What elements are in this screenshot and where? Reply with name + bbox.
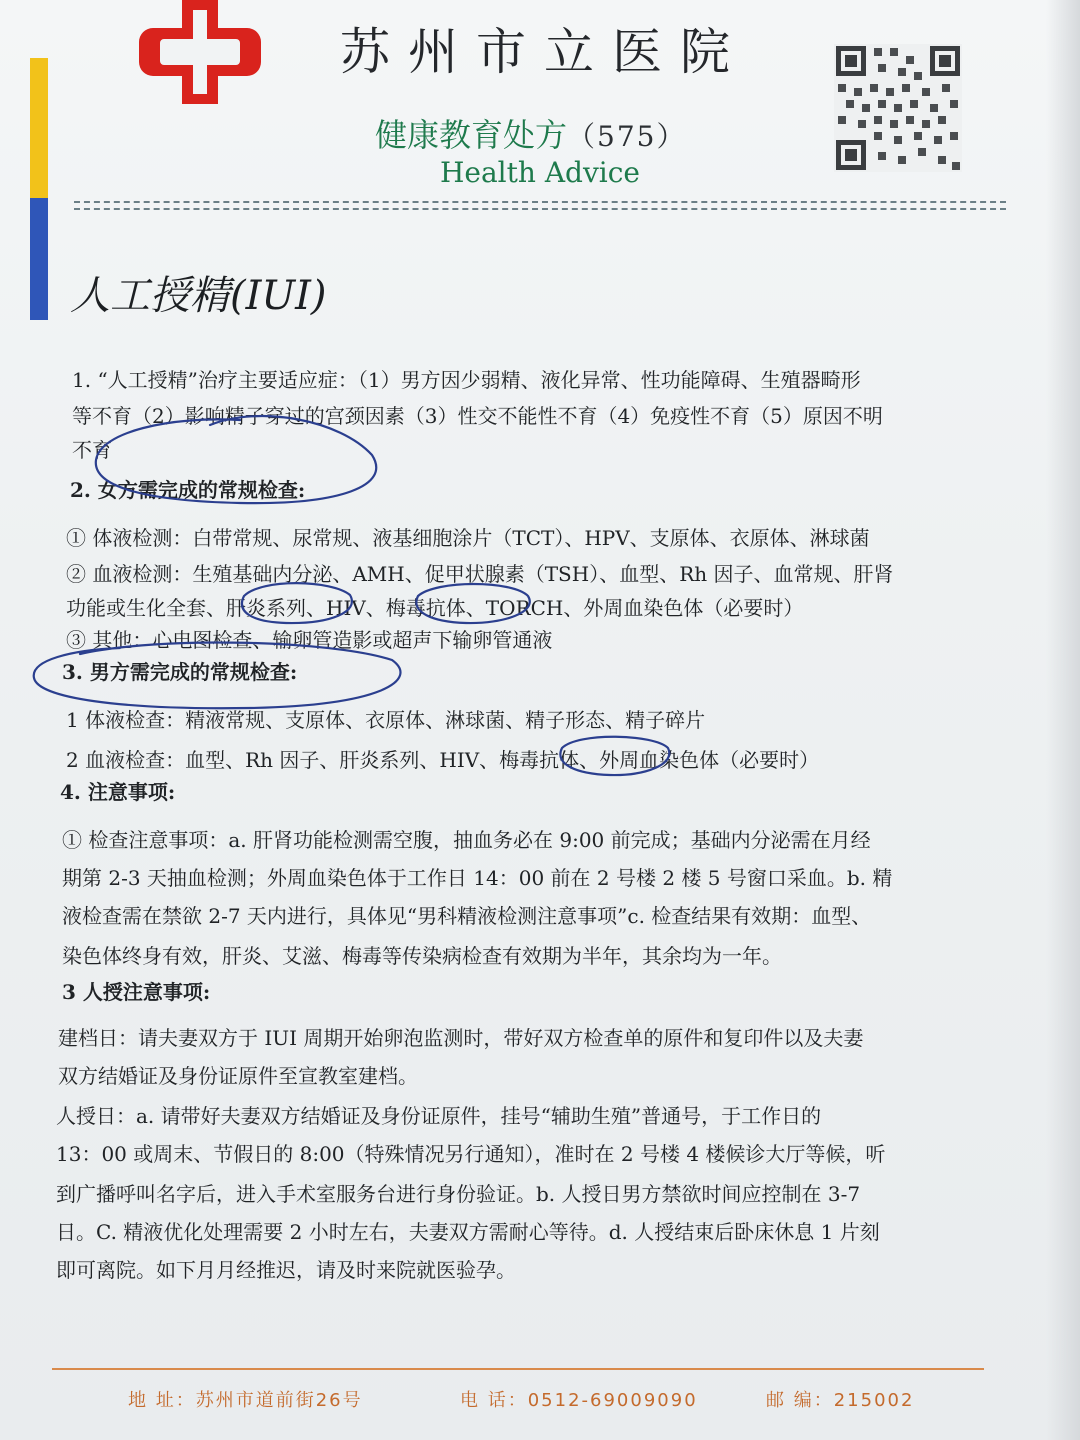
male-exam-line: 2 血液检查：血型、Rh 因子、肝炎系列、HIV、梅毒抗体、外周血染色体（必要时）	[66, 748, 820, 772]
male-exam-line: 1 体液检查：精液常规、支原体、衣原体、淋球菌、精子形态、精子碎片	[66, 708, 706, 732]
prescription-number: （575）	[567, 120, 687, 153]
indication-line: 不育	[72, 438, 112, 462]
iui-notes-heading: 3 人授注意事项:	[62, 980, 211, 1004]
iui-notes-line: 到广播呼叫名字后，进入手术室服务台进行身份验证。b. 人授日男方禁欲时间应控制在 3-7	[56, 1182, 861, 1206]
footer-phone: 电 话：0512-69009090	[460, 1390, 698, 1411]
footer-divider	[52, 1368, 984, 1370]
female-exam-line: ① 体液检测：白带常规、尿常规、液基细胞涂片（TCT）、HPV、支原体、衣原体、淋球菌	[66, 526, 870, 550]
notes-heading: 4. 注意事项:	[60, 780, 176, 804]
hospital-name: 苏州市立医院	[340, 23, 748, 81]
iui-notes-line: 13：00 或周末、节假日的 8:00（特殊情况另行通知），准时在 2 号楼 4 楼候诊大厅等候，听	[56, 1142, 886, 1166]
notes-line: 染色体终身有效，肝炎、艾滋、梅毒等传染病检查有效期为半年，其余均为一年。	[62, 944, 782, 968]
female-exam-line: ② 血液检测：生殖基础内分泌、AMH、促甲状腺素（TSH）、血型、Rh 因子、血常规、肝肾	[66, 562, 894, 586]
document-title: 人工授精(IUI)	[70, 273, 327, 319]
footer-address: 地 址：苏州市道前街26号	[128, 1390, 363, 1411]
prescription-title	[375, 110, 775, 158]
header-divider-bottom	[74, 208, 1006, 210]
iui-notes-line: 建档日：请夫妻双方于 IUI 周期开始卵泡监测时，带好双方检查单的原件和复印件以及夫妻	[58, 1026, 864, 1050]
side-stripe-yellow	[30, 58, 48, 198]
qr-code[interactable]	[834, 44, 962, 172]
footer-postcode: 邮 编：215002	[766, 1390, 915, 1411]
iui-notes-line: 日。C. 精液优化处理需要 2 小时左右，夫妻双方需耐心等待。d. 人授结束后卧床休息 1 片刻	[56, 1220, 880, 1244]
male-exams-heading: 3. 男方需完成的常规检查:	[62, 660, 298, 684]
iui-notes-line: 即可离院。如下月月经推迟，请及时来院就医验孕。	[56, 1258, 516, 1282]
iui-notes-line: 人授日：a. 请带好夫妻双方结婚证及身份证原件，挂号“辅助生殖”普通号，于工作日的	[56, 1104, 822, 1128]
notes-line: 期第 2-3 天抽血检测；外周血染色体于工作日 14：00 前在 2 号楼 2 楼 5 号窗口采血。b. 精	[62, 866, 893, 890]
red-cross-logo	[135, 0, 265, 104]
prescription-title-cn: 健康教育处方	[375, 116, 568, 154]
header-divider-top	[74, 201, 1006, 203]
female-exam-line: ③ 其他：心电图检查、输卵管造影或超声下输卵管通液	[66, 628, 553, 652]
indication-line: 等不育（2）影响精子穿过的宫颈因素（3）性交不能性不育（4）免疫性不育（5）原因不明	[72, 404, 883, 428]
female-exams-heading: 2. 女方需完成的常规检查:	[70, 478, 306, 502]
notes-line: 液检查需在禁欲 2-7 天内进行，具体见“男科精液检测注意事项”c. 检查结果有效期：血型、	[62, 904, 872, 928]
notes-line: ① 检查注意事项：a. 肝肾功能检测需空腹，抽血务必在 9:00 前完成；基础内分泌需在月经	[62, 828, 871, 852]
page-edge-shadow	[1046, 0, 1080, 1440]
prescription-subtitle-en: Health Advice	[440, 156, 640, 189]
side-stripe-blue	[30, 198, 48, 320]
iui-notes-line: 双方结婚证及身份证原件至宣教室建档。	[58, 1064, 418, 1088]
indication-line: 1. “人工授精”治疗主要适应症：（1）男方因少弱精、液化异常、性功能障碍、生殖器畸形	[72, 368, 861, 392]
female-exam-line: 功能或生化全套、肝炎系列、HIV、梅毒抗体、TORCH、外周血染色体（必要时）	[66, 596, 804, 620]
